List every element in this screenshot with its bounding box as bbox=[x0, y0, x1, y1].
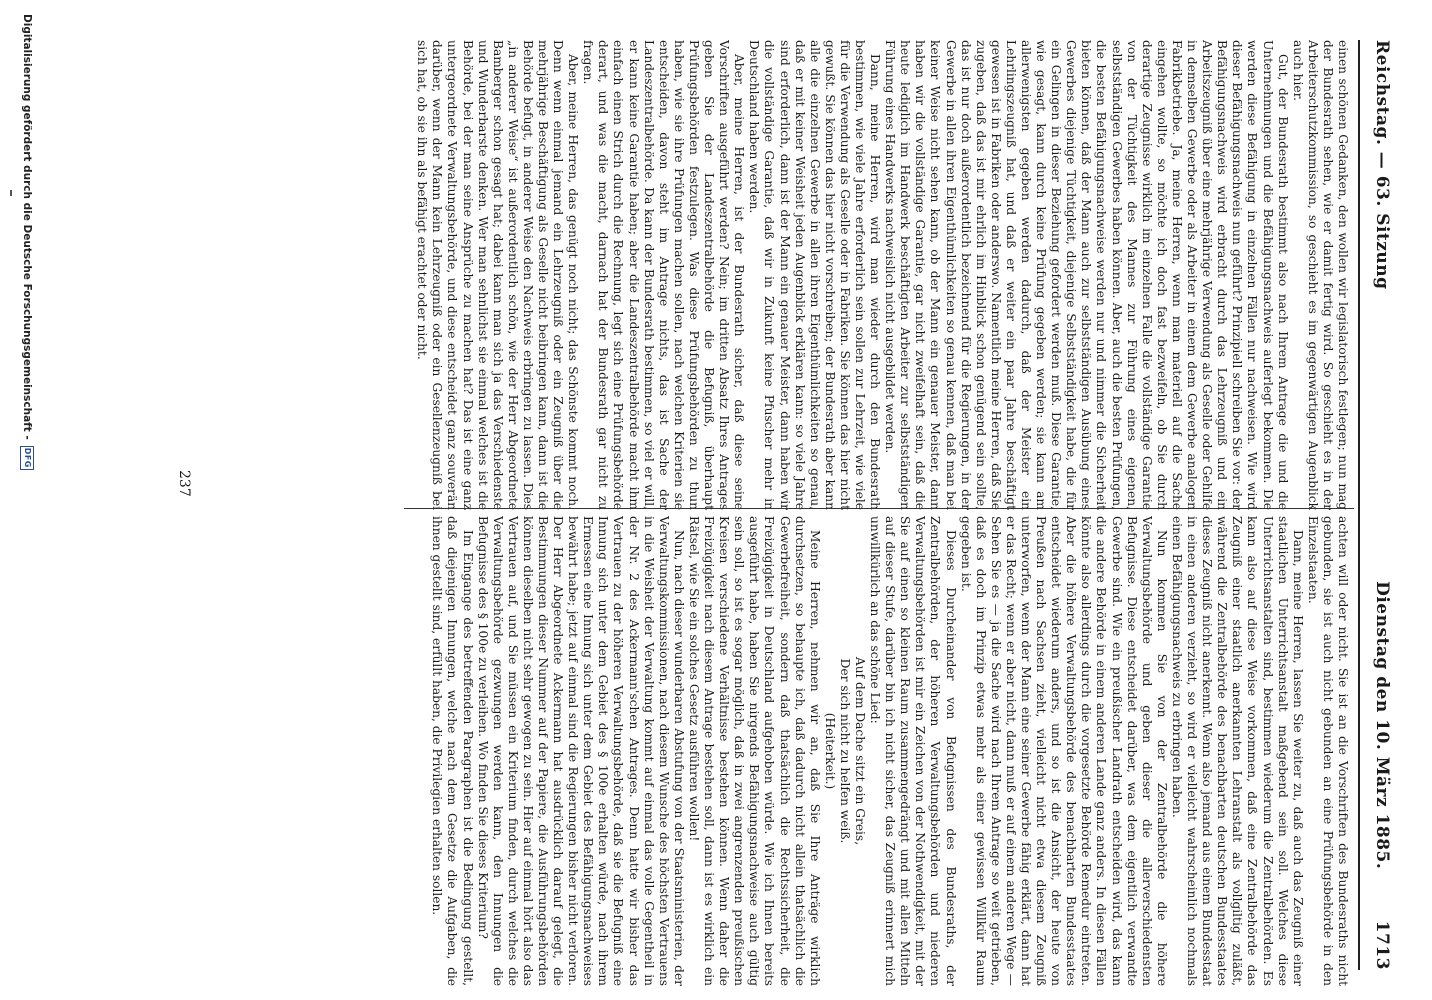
scan-mark bbox=[10, 190, 12, 196]
paragraph: Der sich nicht zu helfen weiß. bbox=[837, 658, 852, 844]
paragraph: Meine Herren, nehmen wir an, daß Sie Ihre Anträge wirklich durchsetzen, so behaupte ich, daß dadurch nicht allein thatsächlich die Gewerbefreiheit, sondern daß thatsächlich die Rechtssicherheit, die Freizügigkeit in Deutschland aufgehoben würde. Wie ich Ihnen bereits ausgeführt habe, haben Sie nirgends Befähigungsnachweise auch gültig sein soll, so ist es sogar möglich, daß in zwei angrenzenden preußischen Kreisen verschiedene Verhältnisse bestehen können. Wenn daher die Freizügigkeit nach diesem Antrage bestehen soll, dann ist es wirklich ein Rätsel, wie Sie ein solches Gesetz ausführen wollen! bbox=[686, 516, 822, 986]
digitization-note: Digitalisierung gefördert durch die Deutsche Forschungsgemeinschaft - bbox=[21, 14, 33, 440]
paragraph: Dann, meine Herren, lassen Sie weiter zu, daß auch das Zeugniß einer staatlichen Unterrichtsanstalt maßgebend sein soll. Welches diese Unterrichtsanstalten sind, bestimmen wiederum die Zentralbehörden. Es kann also auf diese Weise vorkommen, daß eine Zentralbehörde das Zeugniß einer staatlich anerkannten Lehranstalt als vollgiltig zuläßt, während die Zentralbehörde des benachbarten deutschen Bundesstaates dieses Zeugniß nicht anerkennt. Wenn also jemand aus einem Bundesstaat in einen anderen verzieht, so wird er vielleicht wahrscheinlich nochmals einen Befähigungsnachweis zu erbringen haben. bbox=[1169, 516, 1305, 986]
paragraph: Auf dem Dache sitzt ein Greis, bbox=[853, 656, 867, 846]
paragraph: Dann, meine Herren, wird man wieder durch den Bundesrath bestimmen, wie viele Jahre erforderlich sein sollen zur Lehrzeit, wie viele für die Verwendung als Geselle oder in Fabriken. Sie können das hier nicht gewußt. Sie können das hier nicht vorschreiben; der Bundesrath aber kann alle die einzelnen Gewerbe in allen ihren Eigenthümlichkeiten so genau, daß er mit keiner Weisheit jeden Augenblick erklären kann: so viele Jahre sind erforderlich, dann ist der Mann ein genauer Meister, dann haben wir die vollständige Garantie, daß wir in Zukunft keine Pfuscher mehr in Deutschland haben werden. bbox=[747, 40, 883, 510]
header-date: Dienstag den 10. März 1885. bbox=[1372, 581, 1392, 870]
paragraph: Nun, nach dieser wunderbaren Abstufung von der Staatsministerien, der Verwaltungskommissionen, nach diesem Wunsche des höchsten Vertrauens in die Weisheit der Verwaltung kommt auf einmal das volle Gegentheil in der Nr. 2 des Ackermann'schen Antrages. Denn hatte wir bisher das Vertrauen zu der höheren Verwaltungsbehörde, daß sie die Befugniß eine Innung sich unter dem Gebiet des § 100e erhalten würde, nach ihrem Ermessen eine Innung sich unter dem Gebiet des Befähigungsnachweises bewährt habe; jetzt auf einmal sind die Regierungen bisher nicht verloren. Der Herr Abgeordnete Ackermann hat ausdrücklich darauf gelegt, die Bestimmungen dieser Nummer auf der Papiere, die Ausführungsbehörden können dieselben nicht sehr gewogen zu sein. Hier auf einmal hört also das Vertrauen auf, und Sie müssen ein Kriterium finden, durch welches die Verwaltungsbehörde gezwungen werden kann, den Innungen die Befugnisse des § 100e zu verleihen. Wo finden Sie dieses Kriterium? bbox=[475, 516, 686, 986]
paragraph: Aber, meine Herren, das genügt noch nicht; das Schönste kommt noch. Denn wenn einmal jemand ein Lehrzeugniß oder ein Zeugniß über die mehrjährige Beschäftigung als Geselle nicht beibringen kann, dann ist die Behörde befugt, in anderer Weise den Nachweis erbringen zu lassen. Dies „in anderer Weise“ ist außerordentlich schön, wie der Herr Abgeordnete Bamberger schon gesagt hat; dabei kann man sich ja das Verschiedenste und Wunderbarste denken. Wer man sehnlichst sie einmal welches ist die Behörde, bei der man seine Ansprüche zu machen hat? Das ist eine ganz untergeordnete Verwaltungsbehörde, und diese entscheidet ganz souverän darüber, wenn der Mann kein Lehrzeugniß oder ein Gesellenzeugniß bei sich hat, ob sie ihn als befähigt erachtet oder nicht. bbox=[415, 40, 581, 510]
digitization-credit bbox=[15, 0, 39, 1000]
header-right-with-page-number bbox=[1372, 581, 1392, 970]
dfg-logo: DFG bbox=[20, 446, 34, 470]
footer-page-number: 237 bbox=[176, 470, 192, 497]
column-divider bbox=[404, 508, 1354, 509]
paragraph: Aber, meine Herren, ist der Bundesrath sicher, daß diese seine Vorschriften ausgeführt werden? Nein; im dritten Absatz Ihres Antrages geben Sie der Landeszentralbehörde die Befugniß, überhaupt Prüfungsbehörden festzulegen. Was diese Prüfungsbehörden zu thun haben, wie sie ihre Prüfungen machen sollen, nach welchen Kriterien sie entscheiden, davon steht im Antrage nichts, das ist Sache der Landeszentralbehörde. Da kann der Bundesrath bestimmen, so viel er will, er kann keine Garantie haben; aber die Landeszentralbehörde macht ihm einfach einen Strich durch die Rechnung, legt sich eine Prüfungsbehörde derart, und was die macht, darnach hat der Bundesrath gar nicht zu fragen. bbox=[581, 40, 747, 510]
header-rule bbox=[1358, 40, 1360, 970]
left-column bbox=[410, 40, 1350, 510]
header-left: Reichstag. — 63. Sitzung bbox=[1372, 40, 1392, 290]
paragraph: einen schönen Gedanken, den wollen wir legislatorisch festlegen; nun mag der Bundesrath sehen, wie er damit fertig wird. So geschieht es in der Arbeiterschutzkommission, so geschieht es im gegenwärtigen Augenblick auch hier. bbox=[1290, 40, 1350, 510]
paragraph: Nun kommen Sie von der Zentralbehörde die höhere Verwaltungsbehörde und geben dieser die allerverschiedensten Befugnisse. Diese entscheidet darüber, was dem eigentlich verwandte Gewerbe sind. Wie ein preußischer Landrath entscheiden wird, das kann die andere Behörde in einem anderen Lande ganz anders. In diesen Fällen könnte also allerdings durch die vorgesetzte Behörde Remedur eintreten. Aber die höhere Verwaltungsbehörde des benachbarten Bundesstaates entscheidet wiederum anders, und so ist die Ansicht, der heute von Preußen nach Sachsen zieht, vielleicht nicht etwa diesem Zeugniß unterworfen, wenn der Mann eine seiner Gewerbe fähig erklärt, dann hat er das Recht; wenn er aber nicht, dann muß er auf einem anderen Wege — Sehen Sie es — ja die Sache wird nach Ihrem Antrage so weit getrieben, daß es doch im Prinzip etwas mehr als einer gewissen Willkür Raum gegeben ist. bbox=[958, 516, 1169, 986]
paragraph: achten will oder nicht. Sie ist an die Vorschriften des Bundesraths nicht gebunden, sie ist auch nicht gebunden an eine Prüfungsbehörde in den Einzelstaaten. bbox=[1305, 516, 1350, 986]
paragraph: Dieses Durcheinander von Befugnissen des Bundesraths, der Zentralbehörden, der höheren Verwaltungsbehörden und niederen Verwaltungsbehörden ist mir ein Zeichen von der Nothwendigkeit, mit der Sie auf einen so kleinen Raum zusammengedrängt und mit allen Mitteln auf dieser Stufe, darüber bin ich nicht sicher, das Zeugniß erinnert mich unwillkürlich an das schöne Lied: bbox=[868, 516, 958, 986]
right-column bbox=[410, 516, 1350, 986]
header-page-number: 1713 bbox=[1372, 920, 1392, 970]
paragraph: Gut, der Bundesrath bestimmt also nach Ihrem Antrage die und die Unternehmungen und die Befähigungsnachweis auferlegt bekommen. Die werden diese Befähigung in einzelnen Fällen nur nachweisen. Wie wird dieser Befähigungsnachweis nun geführt? Prinzipiell schreiben Sie vor: der Befähigungsnachweis wird erbracht durch das Lehrzeugniß und ein Arbeitszeugniß über eine mehrjährige Verwendung als Geselle oder Gehilfe in demselben Gewerbe oder als Arbeiter in einem dem Gewerbe analogen Fabrikbetriebe. Ja, meine Herren, wenn man materiell auf die Sache eingehen wollte, so möchte ich doch fast bezweifeln, ob Sie durch derartige Zeugnisse wirklich im einzelnen Falle die vollständige Garantie von der Tüchtigkeit des Mannes zur Führung eines eigenen, selbstständigen Gewerbes haben können. Aber, auch die besten Prüfungen, die besten Befähigungsnachweise werden nur und nimmer die Sicherheit bieten können, daß der Mann auch zur selbstständigen Ausübung eines Gewerbes diejenige Tüchtigkeit, diejenige Selbstständigkeit habe, die für ein Gelingen in dieser Beziehung gefordert werden muß. Diese Garantie, wie gesagt, kann durch keine Prüfung gegeben werden; sie kann am allerwenigsten gegeben werden dadurch, daß der Meister ein Lehrlingszeugniß hat, und daß er weiter ein paar Jahre beschäftigt gewesen ist in Fabriken oder anderswo. Namentlich meine Herren, daß Sie zugeben, daß das ist mir ehrlich im Hinblick schon genügend sein sollte, das ist nur doch außerordentlich bezeichnend für die Regierungen, in der Gewerbe in allen ihren Eigenthümlichkeiten so genau kennen, daß man bei keiner Weise nicht sehen kann, ob der Mann ein genauer Meister, dann haben wir die vollständige Garantie, gar nicht zweifelhaft sein, daß die heute lediglich im Handwerk beschäftigten Arbeiter zur selbstständigen Führung eines Handwerks nachweislich nicht ausgebildet werden. bbox=[883, 40, 1290, 510]
running-header bbox=[1362, 40, 1402, 970]
paragraph: Im Eingange des betreffenden Paragraphen ist die Bedingung gestellt, daß diejenigen Innungen, welche nach dem Gesetze die Aufgaben, die ihnen gestellt sind, erfüllt haben, die Privilegien erhalten sollen. bbox=[430, 516, 475, 986]
paragraph: (Heiterkeit.) bbox=[822, 712, 837, 790]
